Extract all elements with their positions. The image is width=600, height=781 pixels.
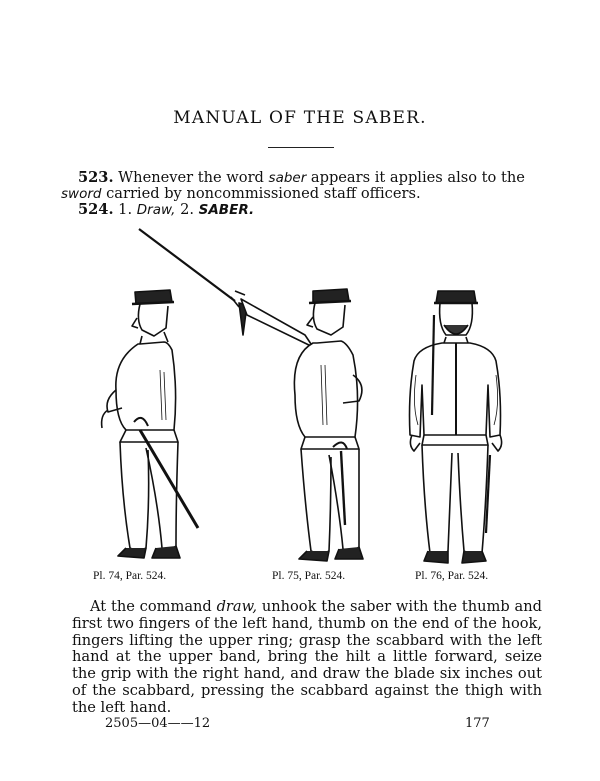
para-text: carried by noncommissioned staff officers. — [101, 185, 421, 202]
page-number: 177 — [465, 716, 490, 731]
figure-caption: Pl. 76, Par. 524. — [415, 570, 489, 582]
paragraph-523-line2 — [61, 186, 421, 202]
figure-plate-75 — [135, 225, 375, 570]
command-word: SABER. — [198, 202, 255, 218]
body-lead: At the command — [90, 598, 217, 615]
printer-signature: 2505—04——12 — [105, 716, 211, 731]
paragraph-number: 523. — [78, 169, 114, 186]
figure-plate-76 — [400, 285, 520, 570]
paragraph-523 — [78, 170, 525, 186]
paragraph-524 — [78, 202, 254, 218]
para-text: Whenever the word — [113, 169, 269, 186]
figure-caption: Pl. 75, Par. 524. — [272, 570, 346, 582]
paragraph-number: 524. — [78, 201, 114, 218]
command-word: draw, — [216, 598, 257, 615]
title-rule — [268, 147, 334, 148]
body-rest: unhook the saber with the thumb and first two fingers of the left hand, thumb on the end of the hook, fingers lifting the upper ring; grasp the scabbard with the left hand at the upper band, bring the hilt a little forward, seize the grip with the right hand, and draw the blade six inches out of the scabbard, pressing the scabbard against the thigh with the left hand. — [72, 598, 542, 716]
page-title: MANUAL OF THE SABER. — [173, 108, 427, 128]
para-text: appears it applies also to the — [306, 169, 525, 186]
body-paragraph — [72, 599, 542, 717]
emphasis-word: saber — [268, 170, 307, 186]
figure-caption: Pl. 74, Par. 524. — [93, 570, 167, 582]
emphasis-word: sword — [61, 186, 102, 202]
para-text: 2. — [175, 201, 199, 218]
command-word: Draw, — [136, 202, 176, 218]
para-text: 1. — [113, 201, 137, 218]
